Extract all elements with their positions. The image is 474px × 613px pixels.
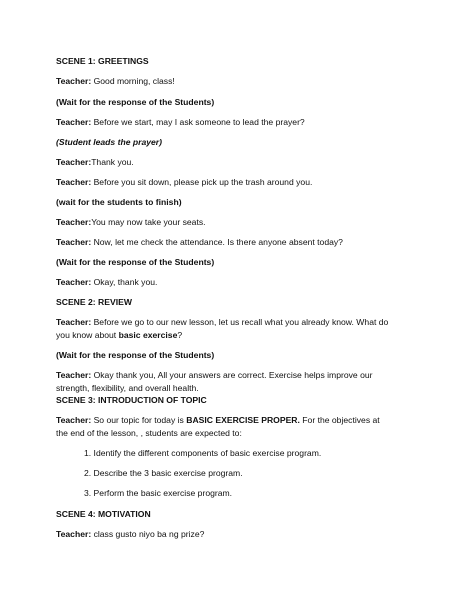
scene1-heading: SCENE 1: GREETINGS	[56, 56, 149, 66]
dialogue-text: You may now take your seats.	[91, 217, 206, 227]
dialogue-text: Before you sit down, please pick up the trash around you.	[91, 177, 313, 187]
dialogue-text: you know about	[56, 330, 119, 340]
teacher-line	[56, 176, 436, 189]
emphasis-text: BASIC EXERCISE PROPER.	[186, 415, 300, 425]
speaker-label: Teacher:	[56, 277, 92, 287]
speaker-label: Teacher:	[56, 177, 92, 187]
scene2-heading: SCENE 2: REVIEW	[56, 297, 132, 307]
teacher-paragraph	[56, 316, 436, 342]
speaker-label: Teacher:	[56, 529, 92, 539]
dialogue-text: Before we go to our new lesson, let us recall what you already know. What do	[91, 317, 389, 327]
objective-item: 1. Identify the different components of basic exercise program.	[84, 448, 322, 458]
speaker-label: Teacher:	[56, 117, 92, 127]
speaker-label: Teacher:	[56, 76, 92, 86]
stage-direction: (Student leads the prayer)	[56, 137, 163, 147]
teacher-line	[56, 216, 436, 229]
speaker-label: Teacher:	[56, 370, 92, 380]
dialogue-text: Thank you.	[91, 157, 134, 167]
dialogue-text: strength, flexibility, and overall health.	[56, 383, 199, 393]
emphasis-text: basic exercise	[118, 330, 178, 340]
teacher-line	[56, 236, 436, 249]
speaker-label: Teacher:	[56, 217, 92, 227]
speaker-label: Teacher:	[56, 415, 92, 425]
dialogue-text: the end of the lesson, , students are expected to:	[56, 428, 242, 438]
teacher-line	[56, 75, 436, 88]
dialogue-text: Okay thank you, All your answers are correct. Exercise helps improve our	[91, 370, 373, 380]
scene3-heading: SCENE 3: INTRODUCTION OF TOPIC	[56, 395, 207, 405]
teacher-line	[56, 156, 436, 169]
dialogue-text: ?	[177, 330, 183, 340]
speaker-label: Teacher:	[56, 317, 92, 327]
dialogue-text: Good morning, class!	[91, 76, 175, 86]
scene4-heading: SCENE 4: MOTIVATION	[56, 509, 151, 519]
dialogue-text: Before we start, may I ask someone to lead the prayer?	[91, 117, 305, 127]
objective-item: 2. Describe the 3 basic exercise program.	[84, 468, 243, 478]
speaker-label: Teacher:	[56, 157, 92, 167]
dialogue-text: class gusto niyo ba ng prize?	[91, 529, 205, 539]
stage-direction: (Wait for the response of the Students)	[56, 257, 215, 267]
dialogue-text: Now, let me check the attendance. Is there anyone absent today?	[91, 237, 343, 247]
teacher-line	[56, 116, 436, 129]
stage-direction: (wait for the students to finish)	[56, 197, 182, 207]
stage-direction: (Wait for the response of the Students)	[56, 350, 215, 360]
dialogue-text: For the objectives at	[299, 415, 380, 425]
objective-item: 3. Perform the basic exercise program.	[84, 488, 233, 498]
teacher-line	[56, 276, 436, 289]
dialogue-text: So our topic for today is	[91, 415, 187, 425]
teacher-line	[56, 528, 436, 541]
dialogue-text: Okay, thank you.	[91, 277, 158, 287]
speaker-label: Teacher:	[56, 237, 92, 247]
teacher-paragraph	[56, 369, 436, 395]
stage-direction: (Wait for the response of the Students)	[56, 97, 215, 107]
teacher-paragraph	[56, 414, 436, 440]
